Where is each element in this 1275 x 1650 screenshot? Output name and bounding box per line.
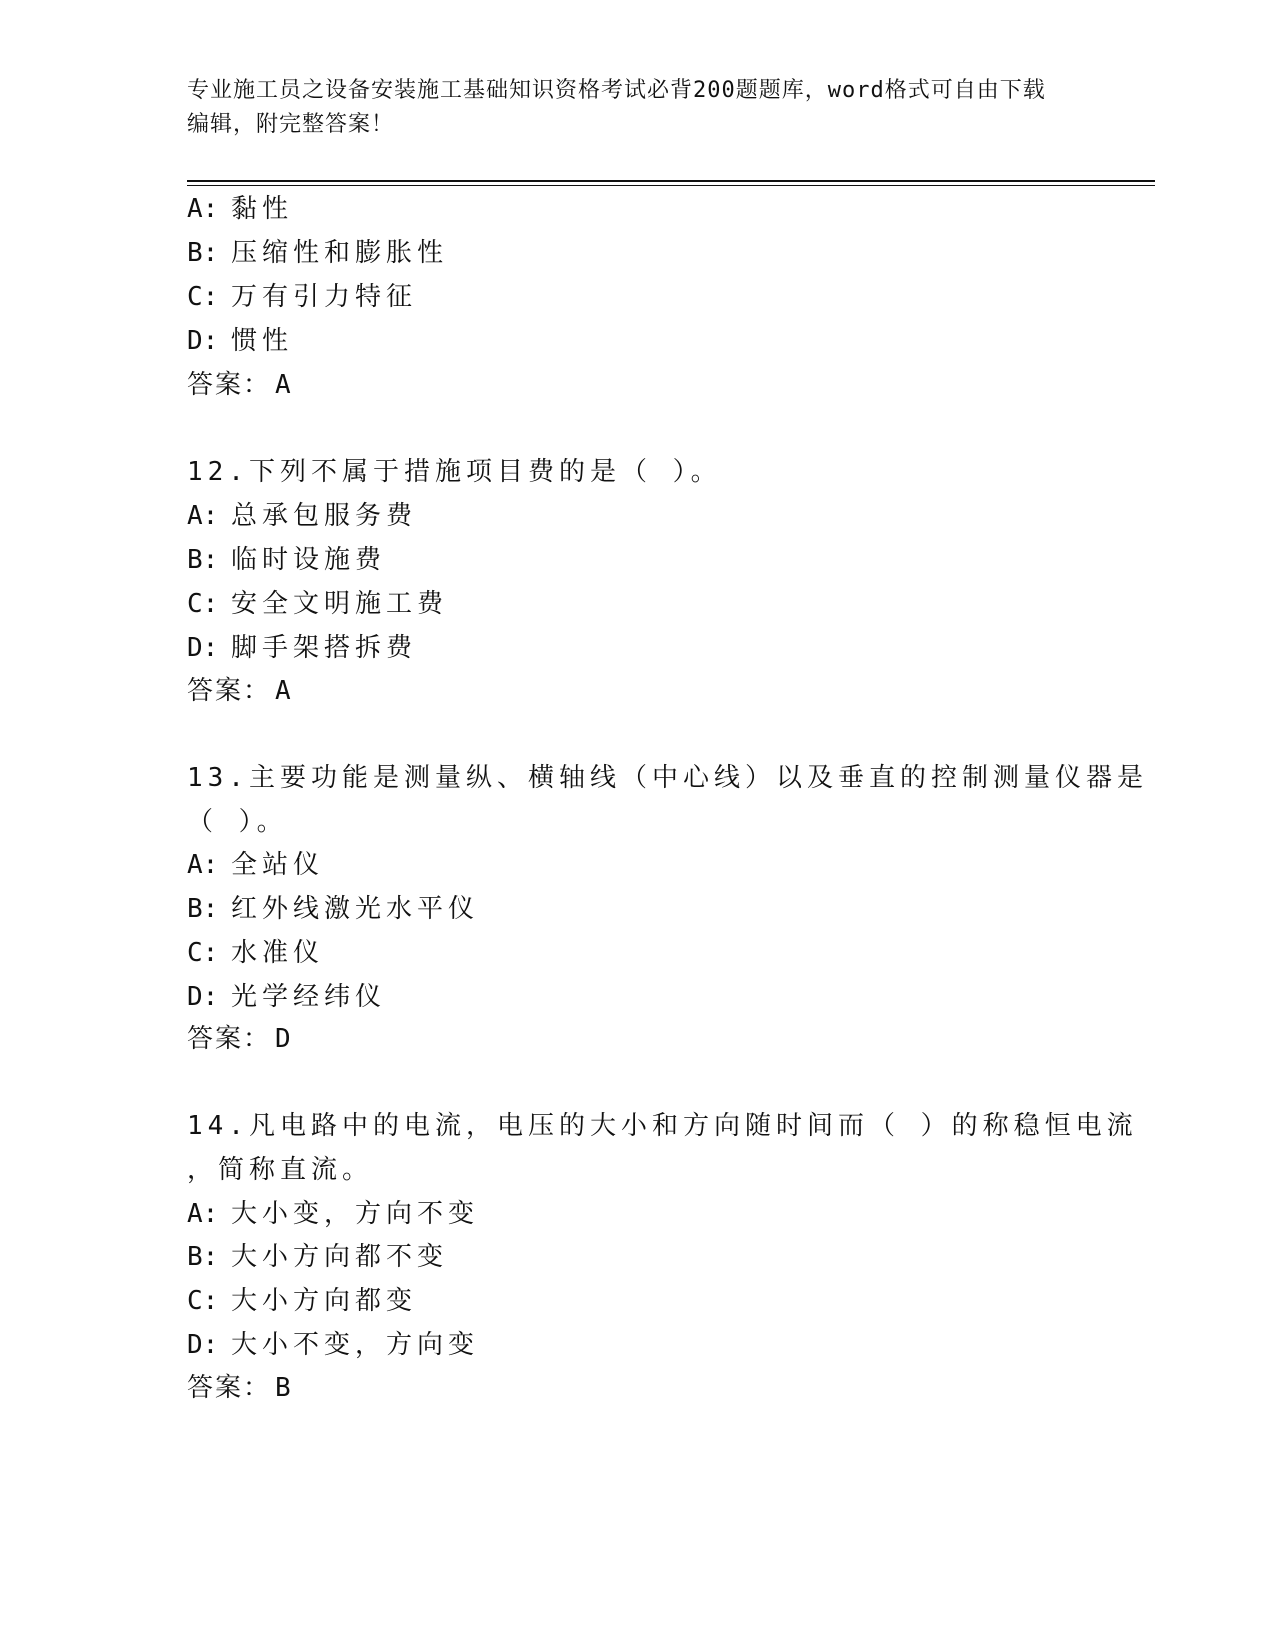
question-12-stem: 12.下列不属于措施项目费的是（ ）。 (187, 457, 722, 487)
option-letter: C: (187, 589, 219, 619)
q13-option-b (187, 892, 479, 926)
prev-option-c (187, 280, 417, 314)
question-14-stem-line2: ，简称直流。 (187, 1155, 374, 1185)
option-letter: D: (187, 633, 219, 663)
q12-option-c (187, 587, 448, 621)
option-text: 红外线激光水平仪 (231, 894, 480, 924)
question-14-stem-line1: 14.凡电路中的电流，电压的大小和方向随时间而（ ）的称稳恒电流 (187, 1111, 1138, 1141)
option-text: 黏性 (231, 194, 294, 224)
header-divider-thin (187, 185, 1155, 186)
option-text: 安全文明施工费 (231, 589, 449, 619)
option-letter: A: (187, 1199, 219, 1229)
q14-option-a (187, 1197, 479, 1231)
answer-value: A (275, 370, 291, 400)
document-header: 专业施工员之设备安装施工基础知识资格考试必背200题题库，word格式可自由下载编辑，附完整答案！ (187, 78, 1046, 137)
option-letter: B: (187, 1242, 219, 1272)
option-text: 大小变，方向不变 (231, 1199, 480, 1229)
option-text: 光学经纬仪 (231, 982, 387, 1012)
option-text: 惯性 (231, 326, 294, 356)
option-letter: A: (187, 501, 219, 531)
option-text: 压缩性和膨胀性 (231, 238, 449, 268)
question-13-stem-line1: 13.主要功能是测量纵、横轴线（中心线）以及垂直的控制测量仪器是 (187, 763, 1148, 793)
option-text: 大小不变，方向变 (231, 1330, 480, 1360)
header-divider-thick (187, 180, 1155, 182)
q14-option-b (187, 1240, 448, 1274)
option-letter: C: (187, 938, 219, 968)
prev-option-d (187, 324, 293, 358)
option-letter: C: (187, 282, 219, 312)
q12-option-a (187, 499, 417, 533)
q12-answer (187, 674, 291, 708)
option-letter: D: (187, 982, 219, 1012)
option-text: 全站仪 (231, 850, 325, 880)
q13-option-a (187, 848, 324, 882)
option-letter: A: (187, 194, 219, 224)
q13-option-d (187, 980, 386, 1014)
q12-option-d (187, 631, 417, 665)
prev-answer (187, 368, 291, 402)
answer-value: A (275, 676, 291, 706)
option-text: 大小方向都变 (231, 1286, 418, 1316)
q14-option-c (187, 1284, 417, 1318)
option-text: 万有引力特征 (231, 282, 418, 312)
option-text: 水准仪 (231, 938, 325, 968)
option-text: 脚手架搭拆费 (231, 633, 418, 663)
q13-answer (187, 1022, 291, 1056)
option-text: 总承包服务费 (231, 501, 418, 531)
option-letter: D: (187, 326, 219, 356)
answer-value: D (275, 1024, 291, 1054)
option-letter: B: (187, 238, 219, 268)
prev-option-b (187, 236, 448, 270)
option-letter: B: (187, 545, 219, 575)
answer-label: 答案： (187, 1024, 272, 1054)
option-letter: B: (187, 894, 219, 924)
answer-label: 答案： (187, 1373, 272, 1403)
option-letter: C: (187, 1286, 219, 1316)
answer-value: B (275, 1373, 291, 1403)
q14-option-d (187, 1328, 479, 1362)
answer-label: 答案： (187, 370, 272, 400)
option-letter: D: (187, 1330, 219, 1360)
q13-option-c (187, 936, 324, 970)
question-13-stem-line2: （ ）。 (187, 807, 288, 837)
option-text: 大小方向都不变 (231, 1242, 449, 1272)
option-letter: A: (187, 850, 219, 880)
prev-option-a (187, 192, 293, 226)
q14-answer (187, 1371, 291, 1405)
answer-label: 答案： (187, 676, 272, 706)
option-text: 临时设施费 (231, 545, 387, 575)
q12-option-b (187, 543, 386, 577)
